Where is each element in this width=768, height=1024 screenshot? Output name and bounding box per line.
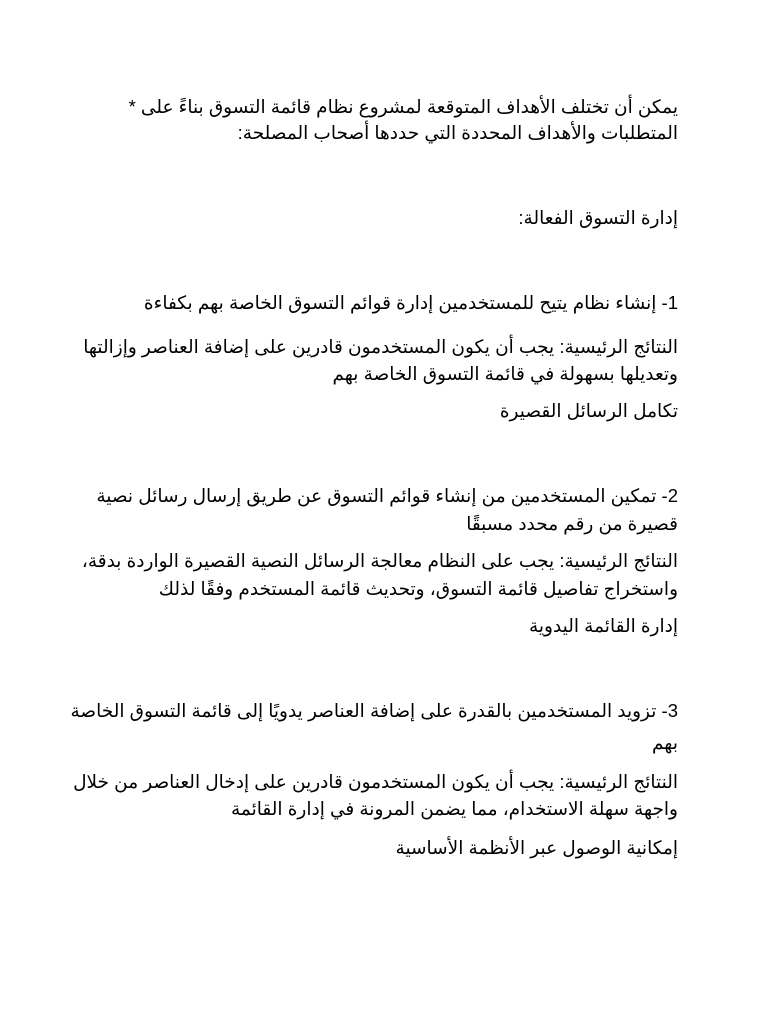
item2-next-heading: إدارة القائمة اليدوية: [528, 615, 678, 636]
item3-title-line-1: 3- تزويد المستخدمين بالقدرة على إضافة العناصر يدويًا إلى قائمة التسوق الخاصة: [70, 700, 678, 721]
item1-next-heading: تكامل الرسائل القصيرة: [499, 400, 678, 421]
item2-outcome-line-1: النتائج الرئيسية: يجب على النظام معالجة الرسائل النصية القصيرة الواردة بدقة،: [81, 550, 678, 571]
item2-outcome-line-2: واستخراج تفاصيل قائمة التسوق، وتحديث قائمة المستخدم وفقًا لذلك: [158, 578, 678, 599]
item2-title-line-1: 2- تمكين المستخدمين من إنشاء قوائم التسوق عن طريق إرسال رسائل نصية: [96, 485, 678, 506]
section-heading: إدارة التسوق الفعالة:: [518, 207, 678, 228]
item1-outcome-line-1: النتائج الرئيسية: يجب أن يكون المستخدمون قادرين على إضافة العناصر وإزالتها: [83, 336, 678, 357]
item3-title-line-2: بهم: [652, 732, 678, 753]
item3-outcome-line-2: واجهة سهلة الاستخدام، مما يضمن المرونة في إدارة القائمة: [231, 798, 678, 819]
item1-outcome-line-2: وتعديلها بسهولة في قائمة التسوق الخاصة بهم: [332, 363, 678, 384]
intro-line-1: يمكن أن تختلف الأهداف المتوقعة لمشروع نظام قائمة التسوق بناءً على *: [128, 96, 678, 117]
item3-outcome-line-1: النتائج الرئيسية: يجب أن يكون المستخدمون قادرين على إدخال العناصر من خلال: [73, 771, 678, 792]
item2-title-line-2: قصيرة من رقم محدد مسبقًا: [466, 513, 678, 534]
intro-line-2: المتطلبات والأهداف المحددة التي حددها أصحاب المصلحة:: [237, 122, 678, 143]
item1-title: 1- إنشاء نظام يتيح للمستخدمين إدارة قوائم التسوق الخاصة بهم بكفاءة: [143, 292, 678, 313]
item3-next-heading: إمكانية الوصول عبر الأنظمة الأساسية: [395, 837, 678, 858]
